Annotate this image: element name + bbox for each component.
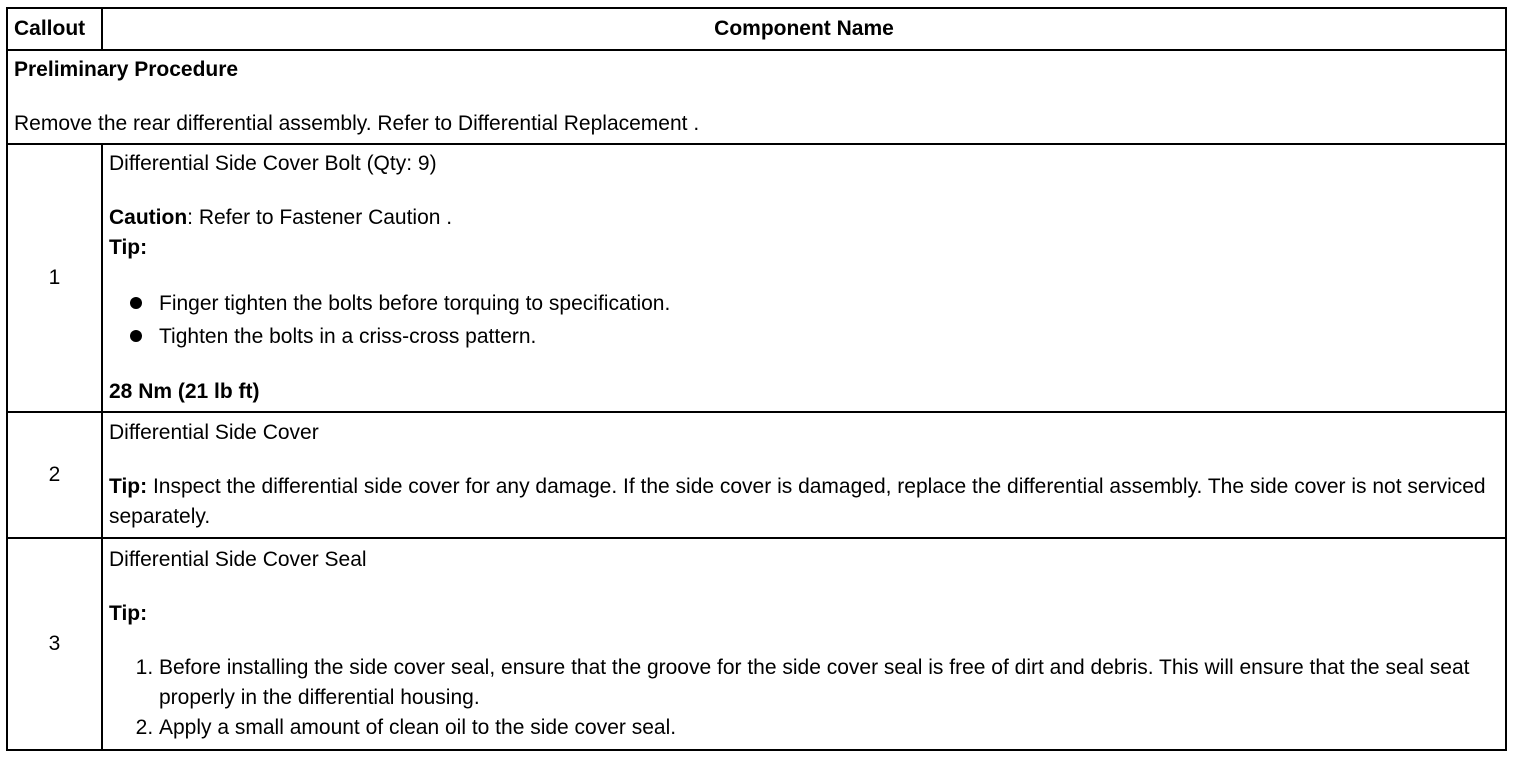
callout-number: 2 — [7, 412, 102, 538]
caution-text: : Refer to Fastener Caution . — [187, 206, 453, 229]
table-row — [7, 538, 1506, 750]
table-row — [7, 144, 1506, 412]
tip-label: Tip: — [109, 236, 148, 259]
component-name-column-header: Component Name — [102, 8, 1506, 50]
component-name: Differential Side Cover Seal — [109, 548, 367, 571]
tip-label: Tip: — [109, 475, 148, 498]
bullet-icon — [130, 330, 142, 342]
tip-step-list — [109, 653, 1499, 743]
preliminary-text: Remove the rear differential assembly. Refer to Differential Replacement . — [14, 112, 700, 135]
header-row — [7, 8, 1506, 50]
component-cell — [102, 538, 1506, 750]
list-item: Finger tighten the bolts before torquing to specification. — [127, 287, 1499, 320]
component-name: Differential Side Cover Bolt (Qty: 9) — [109, 152, 437, 175]
table-row — [7, 412, 1506, 538]
component-cell — [102, 412, 1506, 538]
torque-spec: 28 Nm (21 lb ft) — [109, 380, 260, 403]
callout-column-header: Callout — [7, 8, 102, 50]
list-item: 1. Before installing the side cover seal, ensure that the groove for the side cover seal is free of dirt and debris. This will ensure that the seal seat properly in the differential housing. — [159, 653, 1499, 713]
tip-text: Inspect the differential side cover for any damage. If the side cover is damaged, replace the differential assembly. The side cover is not serviced separately. — [109, 475, 1486, 528]
list-item: 2. Apply a small amount of clean oil to the side cover seal. — [159, 713, 1499, 743]
list-item: Tighten the bolts in a criss-cross pattern. — [127, 320, 1499, 353]
procedure-table — [6, 7, 1507, 751]
caution-line — [109, 203, 1499, 233]
callout-number: 1 — [7, 144, 102, 412]
preliminary-title: Preliminary Procedure — [14, 58, 239, 81]
tip-label: Tip: — [109, 602, 148, 625]
component-name: Differential Side Cover — [109, 421, 319, 444]
preliminary-row — [7, 50, 1506, 144]
callout-number: 3 — [7, 538, 102, 750]
bullet-icon — [130, 297, 142, 309]
caution-label: Caution — [109, 206, 188, 229]
tip-line — [109, 472, 1499, 532]
preliminary-cell — [7, 50, 1506, 144]
tip-bullet-list — [109, 287, 1499, 353]
component-cell — [102, 144, 1506, 412]
